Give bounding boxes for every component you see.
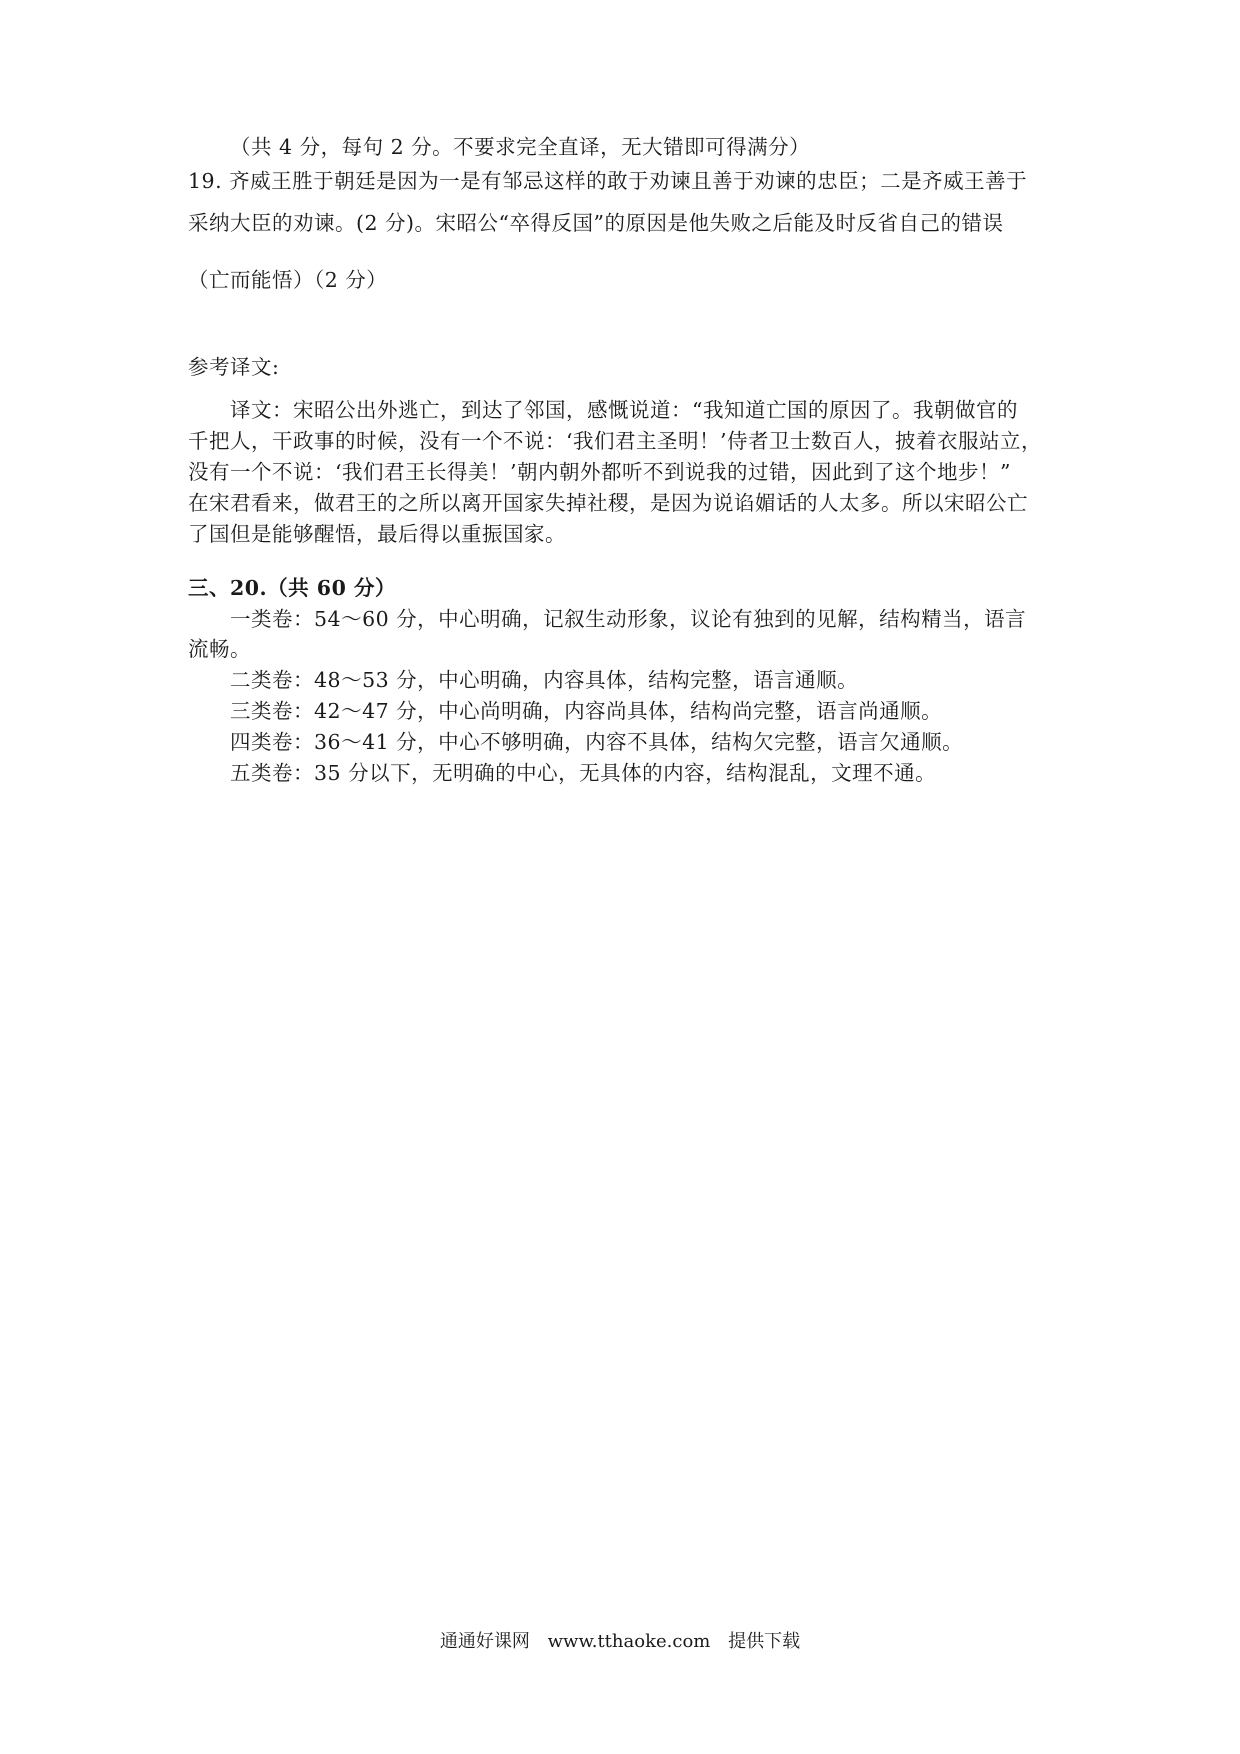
q19-answer-line-1: 19. 齐威王胜于朝廷是因为一是有邹忌这样的敢于劝谏且善于劝谏的忠臣；二是齐威王善于 (188, 169, 1028, 193)
grading-line: 流畅。 (188, 637, 251, 661)
q18-scoring-note: （共 4 分，每句 2 分。不要求完全直译，无大错即可得满分） (230, 135, 811, 159)
q19-answer-line-2: 采纳大臣的劝谏。(2 分)。宋昭公“卒得反国”的原因是他失败之后能及时反省自己的错误 (188, 211, 1004, 235)
translation-line: 了国但是能够醒悟，最后得以重振国家。 (188, 522, 566, 546)
footer-url[interactable]: www.tthaoke.com (547, 1631, 711, 1652)
page-footer (0, 1629, 1240, 1655)
q19-answer-line-3: （亡而能悟）（2 分） (188, 268, 388, 292)
grading-line: 二类卷：48～53 分，中心明确，内容具体，结构完整，语言通顺。 (230, 668, 859, 692)
section3-heading: 三、20.（共 60 分） (188, 576, 396, 600)
translation-line: 译文：宋昭公出外逃亡，到达了邻国，感慨说道：“我知道亡国的原因了。我朝做官的 (230, 398, 1018, 422)
grading-line: 一类卷：54～60 分，中心明确，记叙生动形象，议论有独到的见解，结构精当，语言 (230, 607, 1027, 631)
translation-heading: 参考译文: (188, 355, 280, 379)
translation-line: 没有一个不说：‘我们君王长得美！’朝内朝外都听不到说我的过错，因此到了这个地步！” (188, 460, 1012, 484)
footer-site-name: 通通好课网 (439, 1631, 530, 1652)
translation-line: 在宋君看来，做君王的之所以离开国家失掉社稷，是因为说谄媚话的人太多。所以宋昭公亡 (188, 491, 1028, 515)
grading-line: 四类卷：36～41 分，中心不够明确，内容不具体，结构欠完整，语言欠通顺。 (230, 730, 964, 754)
grading-line: 五类卷：35 分以下，无明确的中心，无具体的内容，结构混乱，文理不通。 (230, 761, 937, 785)
translation-line: 千把人，干政事的时候，没有一个不说：‘我们君主圣明！’侍者卫士数百人，披着衣服站立， (188, 429, 1043, 453)
grading-line: 三类卷：42～47 分，中心尚明确，内容尚具体，结构尚完整，语言尚通顺。 (230, 699, 943, 723)
footer-suffix: 提供下载 (728, 1631, 801, 1652)
